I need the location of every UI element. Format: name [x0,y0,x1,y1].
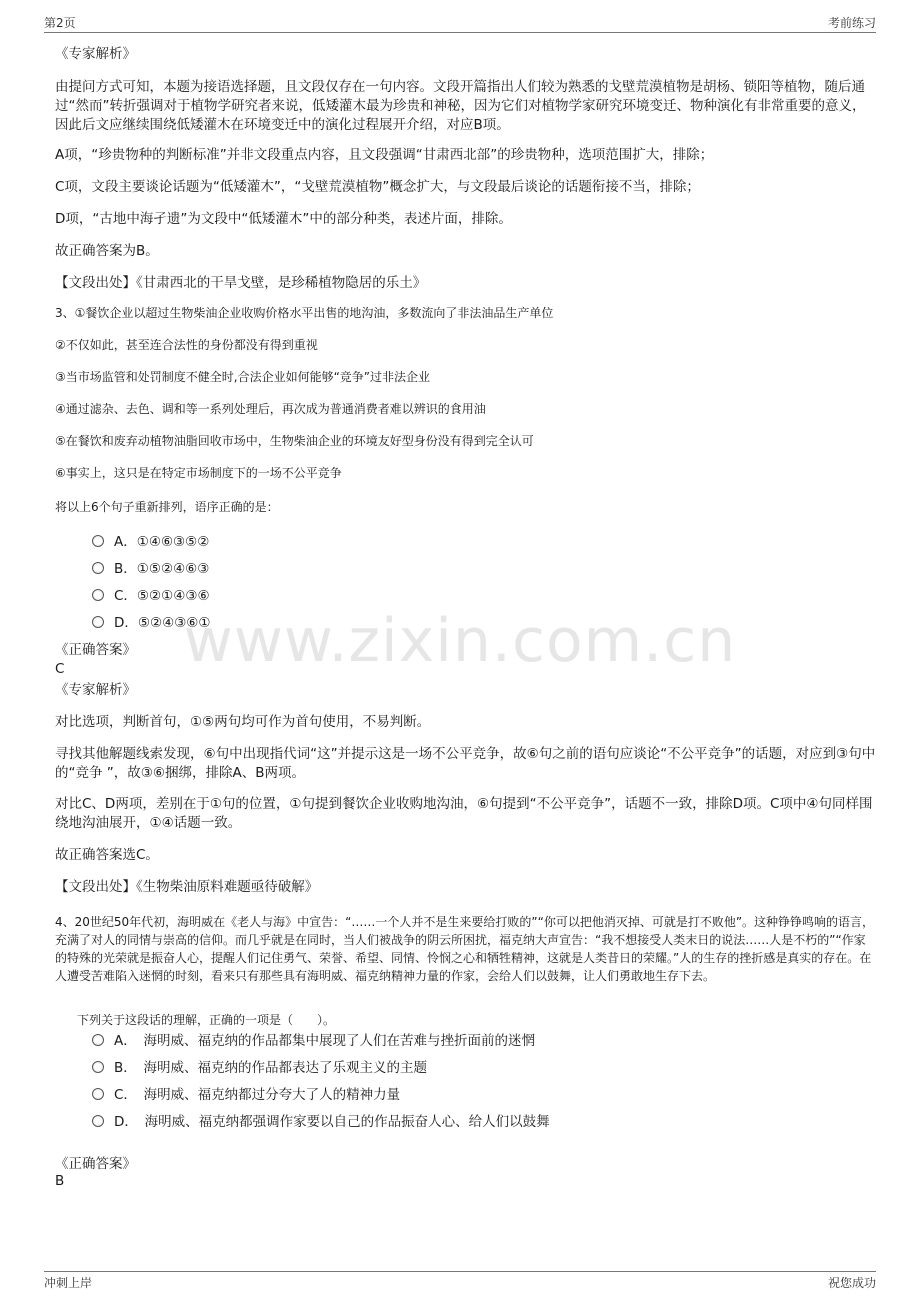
question-sentence: ④通过滤杂、去色、调和等一系列处理后，再次成为普通消费者难以辨识的食用油 [55,402,486,416]
footer-right-text: 祝您成功 [827,1276,876,1290]
radio-button-icon[interactable] [92,1061,104,1073]
option-b[interactable] [92,560,209,579]
page-header [44,14,876,33]
answer-label: 《正确答案》 [55,1156,136,1172]
option-label: B． 海明威、福克纳的作品都表达了乐观主义的主题 [114,1060,428,1076]
analysis-label: 《专家解析》 [55,46,136,62]
question-passage: 4、20世纪50年代初，海明威在《老人与海》中宣告：“……一个人并不是生来要给打败的”“你可以把他消灭掉、可就是打不败他”。这种铮铮鸣响的语言，充满了对人的同情与崇高的信仰。而几乎就是在同时，当人们被战争的阴云所困扰，福克纳大声宣告：“我不想接受人类末日的说法……人是不朽的”“作家的特殊的光荣就是振奋人心，提醒人们记住勇气、荣誉、希望、同情、怜悯之心和牺牲精神，这就是人类昔日的荣耀。”人的生存的挫折感是真实的存在。在人遭受苦难陷入迷惘的时刻，看来只有那些具有海明威、福克纳精神力量的作家，会给人们以鼓舞，让人们勇敢地生存下去。 [55,915,875,983]
question-prompt: 下列关于这段话的理解，正确的一项是（ ）。 [77,1013,336,1027]
analysis-paragraph: 对比C、D两项，差别在于①句的位置，①句提到餐饮企业收购地沟油，⑥句提到“不公平竞争”，话题不一致，排除D项。C项中④句同样围绕地沟油展开，①④话题一致。 [55,796,873,831]
question-sentence: ⑤在餐饮和废弃动植物油脂回收市场中，生物柴油企业的环境友好型身份没有得到完全认可 [55,434,534,448]
analysis-paragraph: 寻找其他解题线索发现，⑥句中出现指代词“这”并提示这是一场不公平竞争，故⑥句之前的语句应谈论“不公平竞争”的话题，对应到③句中的“竞争 ”，故③⑥捆绑，排除A、B两项。 [55,746,876,781]
radio-button-icon[interactable] [92,1034,104,1046]
option-label: D．⑤②④③⑥① [114,615,211,631]
passage-source: 【文段出处】《生物柴油原料难题亟待破解》 [55,879,319,895]
analysis-conclusion: 故正确答案选C。 [55,847,159,863]
option-c[interactable] [92,1086,400,1105]
answer-value: B [55,1173,65,1189]
radio-button-icon[interactable] [92,1088,104,1100]
analysis-conclusion: 故正确答案为B。 [55,243,159,259]
option-label: A． 海明威、福克纳的作品都集中展现了人们在苦难与挫折面前的迷惘 [114,1033,535,1049]
question-sentence: ⑥事实上，这只是在特定市场制度下的一场不公平竞争 [55,466,342,480]
answer-value: C [55,661,65,677]
option-label: B．①⑤②④⑥③ [114,561,210,577]
option-d[interactable] [92,1113,550,1132]
option-c[interactable] [92,587,210,606]
passage-source: 【文段出处】《甘肃西北的干旱戈壁，是珍稀植物隐居的乐土》 [55,275,427,291]
option-label: A．①④⑥③⑤② [114,534,210,550]
analysis-paragraph: D项，“古地中海孑遗”为文段中“低矮灌木”中的部分种类，表述片面，排除。 [55,211,512,227]
answer-label: 《正确答案》 [55,642,136,658]
radio-button-icon[interactable] [92,1115,104,1127]
analysis-paragraph: A项，“珍贵物种的判断标准”并非文段重点内容，且文段强调“甘肃西北部”的珍贵物种，选项范围扩大，排除； [55,147,714,163]
option-d[interactable] [92,614,211,633]
option-label: C． 海明威、福克纳都过分夸大了人的精神力量 [114,1087,401,1103]
watermark: www.zixin.com.cn [183,606,737,676]
option-b[interactable] [92,1059,427,1078]
analysis-paragraph: 由提问方式可知，本题为接语选择题，且文段仅存在一句内容。文段开篇指出人们较为熟悉的戈壁荒漠植物是胡杨、锁阳等植物，随后通过“然而”转折强调对于植物学研究者来说，低矮灌木最为珍贵和神秘，因为它们对植物学家研究环境变迁、物种演化有非常重要的意义，因此后文应继续围绕低矮灌木在环境变迁中的演化过程展开介绍，对应B项。 [55,79,866,133]
analysis-label: 《专家解析》 [55,682,136,698]
question-sentence: ③当市场监管和处罚制度不健全时,合法企业如何能够“竞争”过非法企业 [55,370,431,384]
option-a[interactable] [92,533,209,552]
analysis-paragraph: 对比选项，判断首句，①⑤两句均可作为首句使用，不易判断。 [55,714,431,730]
option-label: D． 海明威、福克纳都强调作家要以自己的作品振奋人心、给人们以鼓舞 [114,1114,550,1130]
radio-button-icon[interactable] [92,589,104,601]
header-title: 考前练习 [827,16,876,30]
question-sentence: 3、①餐饮企业以超过生物柴油企业收购价格水平出售的地沟油，多数流向了非法油品生产单位 [55,306,554,320]
analysis-paragraph: C项，文段主要谈论话题为“低矮灌木”，“戈壁荒漠植物”概念扩大，与文段最后谈论的话题衔接不当，排除； [55,179,700,195]
option-a[interactable] [92,1032,535,1051]
radio-button-icon[interactable] [92,535,104,547]
footer-left-text: 冲刺上岸 [44,1276,93,1290]
radio-button-icon[interactable] [92,562,104,574]
question-prompt: 将以上6个句子重新排列，语序正确的是： [55,500,279,514]
radio-button-icon[interactable] [92,616,104,628]
page-number: 第2页 [44,16,76,30]
page-footer [44,1271,876,1292]
question-sentence: ②不仅如此，甚至连合法性的身份都没有得到重视 [55,338,318,352]
option-label: C．⑤②①④③⑥ [114,588,210,604]
